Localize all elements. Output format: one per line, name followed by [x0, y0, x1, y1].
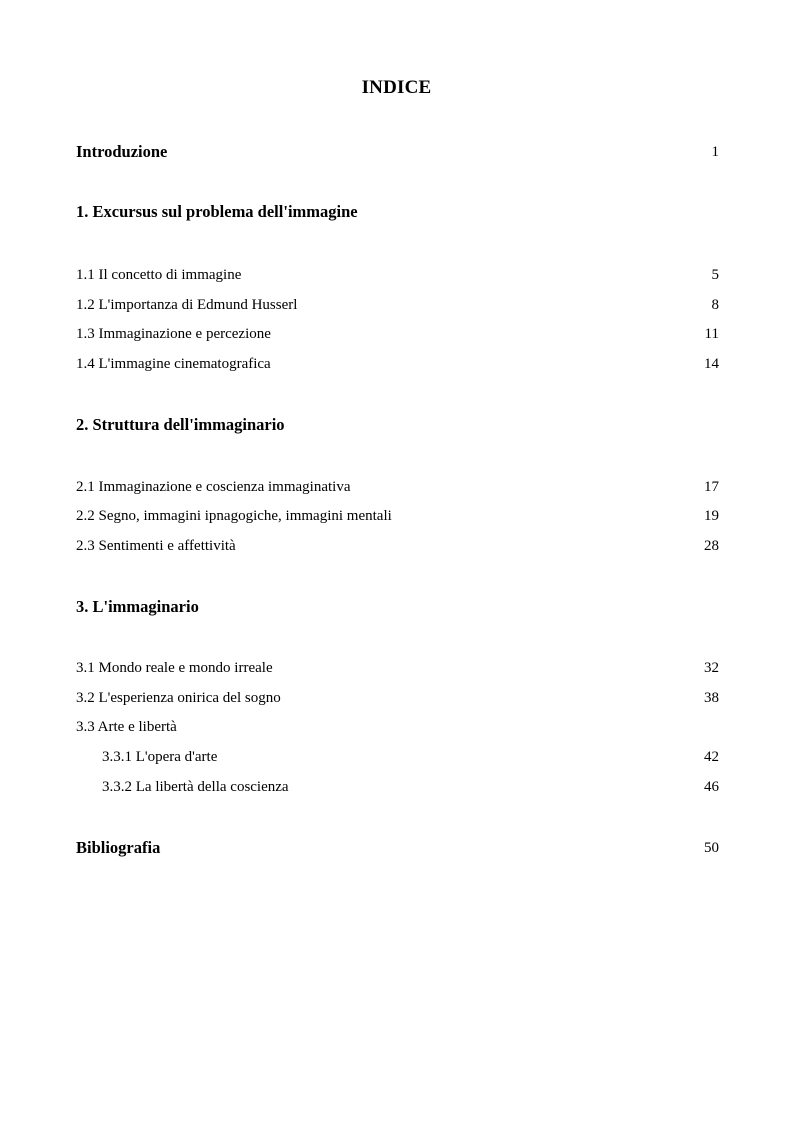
toc-entry-page: 17: [704, 479, 719, 495]
toc-entry-page: 28: [704, 538, 719, 554]
toc-entry-label: 2.2 Segno, immagini ipnagogiche, immagini mentali: [76, 508, 392, 524]
toc-entry-label: 2.3 Sentimenti e affettività: [76, 538, 236, 554]
toc-entry-3-3: [76, 716, 719, 738]
toc-entry-3-1: [76, 657, 719, 679]
toc-entry-label: 3. L'immaginario: [76, 597, 199, 616]
toc-entry-page: 38: [704, 690, 719, 706]
toc-entry-page: 42: [704, 749, 719, 765]
toc-entry-1-2: [76, 294, 719, 316]
toc-entry-label: 3.3.1 L'opera d'arte: [102, 749, 218, 765]
toc-entry-label: 1.2 L'importanza di Edmund Husserl: [76, 297, 298, 313]
toc-entry-label: 2. Struttura dell'immaginario: [76, 415, 285, 434]
toc-entry-2-3: [76, 535, 719, 557]
toc-entry-introduzione: [76, 141, 719, 163]
toc-entry-label: 2.1 Immaginazione e coscienza immaginativa: [76, 479, 351, 495]
toc-entry-label: Bibliografia: [76, 838, 161, 857]
toc-entry-page: 1: [711, 144, 719, 160]
toc-chapter-3: [76, 596, 719, 618]
toc-entry-label: 3.3.2 La libertà della coscienza: [102, 779, 289, 795]
toc-entry-2-1: [76, 476, 719, 498]
toc-entry-label: 1.4 L'immagine cinematografica: [76, 356, 271, 372]
toc-entry-2-2: [76, 505, 719, 527]
toc-entry-page: 19: [704, 508, 719, 524]
toc-entry-page: 32: [704, 660, 719, 676]
page-title: INDICE: [361, 77, 432, 98]
toc-entry-label: 3.2 L'esperienza onirica del sogno: [76, 690, 281, 706]
toc-entry-page: 8: [711, 297, 719, 313]
toc-chapter-1: [76, 201, 719, 223]
toc-entry-1-1: [76, 264, 719, 286]
toc-chapter-2: [76, 414, 719, 436]
toc-entry-1-4: [76, 353, 719, 375]
toc-entry-label: Introduzione: [76, 142, 168, 161]
toc-entry-3-2: [76, 687, 719, 709]
toc-entry-label: 1.3 Immaginazione e percezione: [76, 326, 271, 342]
toc-entry-label: 3.3 Arte e libertà: [76, 719, 177, 735]
toc-entry-page: 5: [711, 267, 719, 283]
toc-entry-page: 46: [704, 779, 719, 795]
toc-entry-3-3-1: [76, 746, 719, 768]
toc-entry-label: 1. Excursus sul problema dell'immagine: [76, 202, 358, 221]
toc-entry-1-3: [76, 323, 719, 345]
toc-entry-label: 3.1 Mondo reale e mondo irreale: [76, 660, 273, 676]
toc-entry-label: 1.1 Il concetto di immagine: [76, 267, 242, 283]
toc-entry-page: 11: [704, 326, 719, 342]
toc-entry-bibliografia: [76, 837, 719, 859]
toc-entry-3-3-2: [76, 776, 719, 798]
toc-entry-page: 50: [704, 840, 719, 856]
toc-entry-page: 14: [704, 356, 719, 372]
